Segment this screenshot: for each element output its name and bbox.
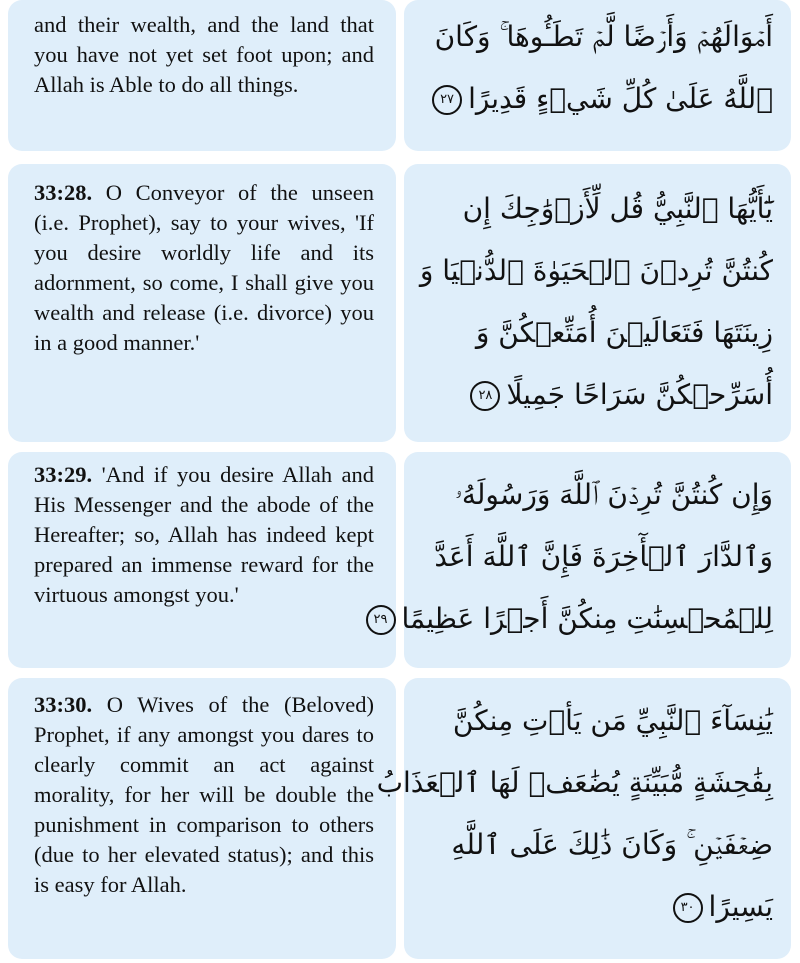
translation-text: 'And if you desire Allah and His Messenger and the abode of the Hereafter; so, Allah has indeed kept prepared an immense reward for the virtuous amongst you.' bbox=[34, 462, 374, 607]
arabic-line: وَٱلدَّارَ ٱلۡأٓخِرَةَ فَإِنَّ ٱللَّهَ أَعَدَّ bbox=[434, 540, 773, 573]
english-translation-card bbox=[8, 164, 396, 442]
english-translation-card bbox=[8, 0, 396, 151]
arabic-line-last bbox=[422, 876, 773, 938]
verse-row-27 bbox=[0, 0, 800, 155]
ayah-end-marker: ٣٠ bbox=[673, 893, 703, 923]
arabic-line: بِفَٰحِشَةٍ مُّبَيِّنَةٍ يُضَٰعَفۡ لَهَا ٱلۡعَذَابُ bbox=[376, 766, 773, 799]
verse-row-28 bbox=[0, 164, 800, 444]
arabic-line: وَإِن كُنتُنَّ تُرِدۡنَ ٱللَّهَ وَرَسُولَهُۥ bbox=[454, 478, 773, 511]
arabic-line: يَٰٓأَيُّهَا ٱلنَّبِيُّ قُل لِّأَزۡوَٰجِكَ إِن bbox=[462, 192, 773, 225]
english-translation bbox=[34, 178, 374, 358]
english-translation-card bbox=[8, 678, 396, 959]
verse-row-30 bbox=[0, 678, 800, 961]
translation-text: O Wives of the (Beloved) Prophet, if any amongst you dares to clearly commit an act against morality, for her will be double the punishment in comparison to others (due to her elevated status); and this is easy for Allah. bbox=[34, 692, 375, 897]
verse-reference: 33:28. bbox=[34, 180, 93, 205]
ayah-end-marker: ٢٩ bbox=[366, 605, 396, 635]
arabic-text: أُسَرِّحۡكُنَّ سَرَاحًا جَمِيلًا bbox=[506, 378, 773, 411]
arabic-verse-card bbox=[404, 0, 791, 151]
arabic-line: أَمۡوَالَهُمۡ وَأَرۡضًا لَّمۡ تَطَـُٔوهَا ۚ وَكَانَ bbox=[434, 20, 773, 53]
english-translation-card bbox=[8, 452, 396, 668]
arabic-verse-card bbox=[373, 452, 791, 668]
arabic-text: يَسِيرًا bbox=[708, 890, 773, 923]
english-translation bbox=[34, 690, 374, 900]
ayah-end-marker: ٢٧ bbox=[432, 85, 462, 115]
arabic-verse-card bbox=[376, 678, 791, 959]
verse-reference: 33:30. bbox=[34, 692, 93, 717]
translation-text: O Conveyor of the unseen (i.e. Prophet), say to your wives, 'If you desire worldly life and its adornment, so come, I shall give you wealth and release (i.e. divorce) you in a good manner.' bbox=[34, 180, 374, 355]
arabic-line-last bbox=[422, 364, 773, 426]
arabic-line: يَٰنِسَآءَ ٱلنَّبِيِّ مَن يَأۡتِ مِنكُنَّ bbox=[452, 704, 773, 737]
english-translation bbox=[34, 460, 374, 610]
arabic-line-last bbox=[373, 588, 773, 650]
ayah-end-marker: ٢٨ bbox=[470, 381, 500, 411]
arabic-line: كُنتُنَّ تُرِدۡنَ ٱلۡحَيَوٰةَ ٱلدُّنۡيَا وَ bbox=[419, 254, 773, 287]
arabic-line: زِينَتَهَا فَتَعَالَيۡنَ أُمَتِّعۡكُنَّ وَ bbox=[475, 316, 773, 349]
arabic-line-last bbox=[422, 68, 773, 130]
arabic-line: ضِعۡفَيۡنِ ۚ وَكَانَ ذَٰلِكَ عَلَى ٱللَّهِ bbox=[451, 828, 773, 861]
arabic-text: ٱللَّهُ عَلَىٰ كُلِّ شَيۡءٍ قَدِيرًا bbox=[468, 82, 773, 115]
english-translation: and their wealth, and the land that you have not yet set foot upon; and Allah is Able to do all things. bbox=[34, 12, 374, 97]
arabic-text: لِلۡمُحۡسِنَٰتِ مِنكُنَّ أَجۡرًا عَظِيمًا bbox=[401, 602, 773, 635]
arabic-verse-card bbox=[404, 164, 791, 442]
verse-reference: 33:29. bbox=[34, 462, 93, 487]
verse-row-29 bbox=[0, 452, 800, 670]
